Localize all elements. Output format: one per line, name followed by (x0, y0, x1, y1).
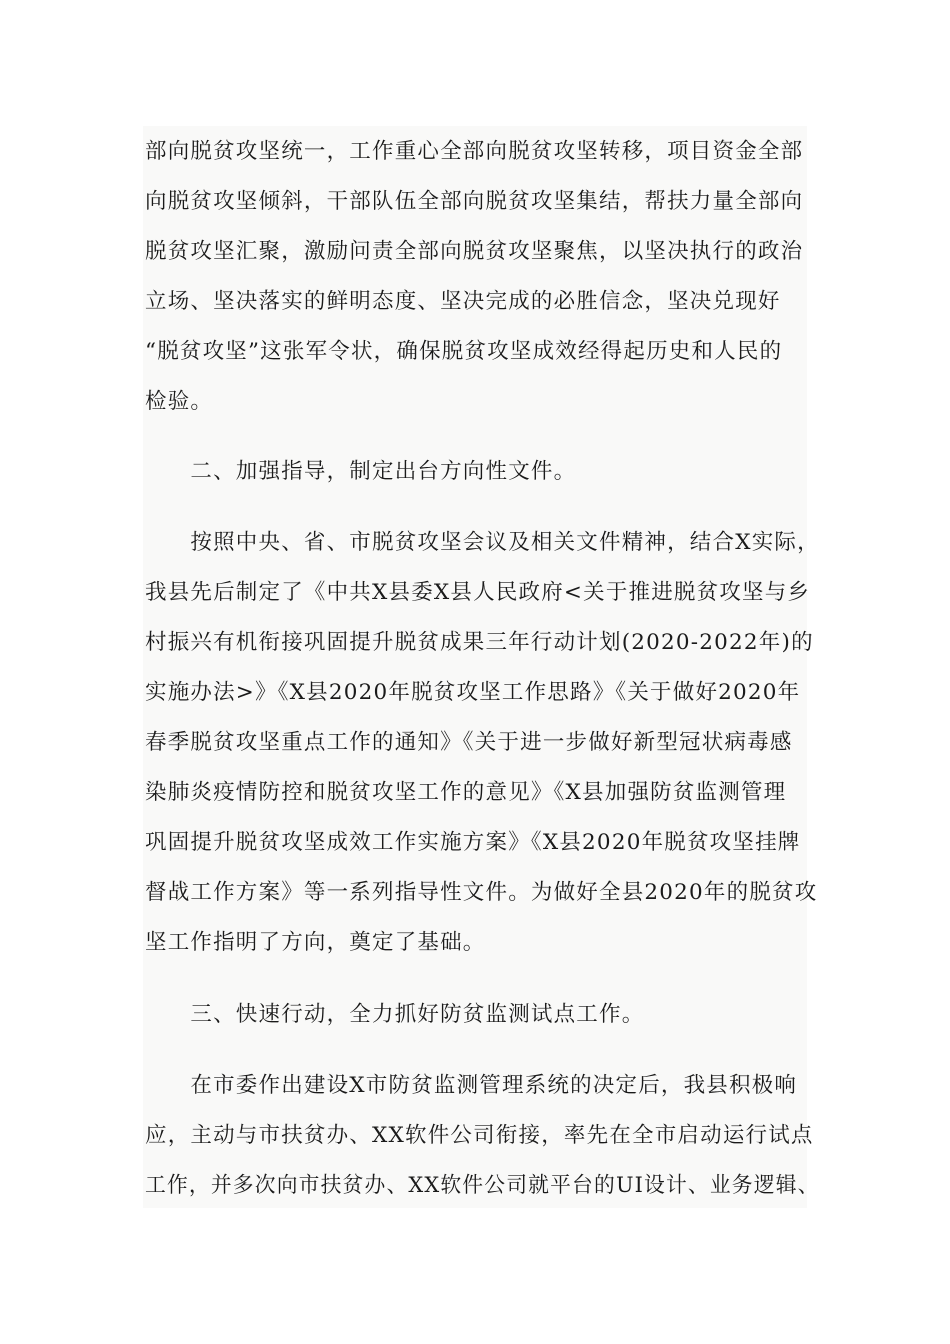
text-line: 部向脱贫攻坚统一，工作重心全部向脱贫攻坚转移，项目资金全部 (145, 139, 804, 164)
text-line: 村振兴有机衔接巩固提升脱贫成果三年行动计划(2020-2022年)的 (145, 630, 814, 655)
paragraph-start: 在市委作出建设X市防贫监测管理系统的决定后，我县积极响 (145, 1073, 798, 1098)
text-line: 实施办法>》《X县2020年脱贫攻坚工作思路》《关于做好2020年 (145, 680, 801, 705)
text-line: “脱贫攻坚”这张军令状，确保脱贫攻坚成效经得起历史和人民的 (145, 339, 783, 364)
text-line: 脱贫攻坚汇聚，激励问责全部向脱贫攻坚聚焦，以坚决执行的政治 (145, 239, 804, 264)
text-line: 春季脱贫攻坚重点工作的通知》《关于进一步做好新型冠状病毒感 (145, 730, 793, 755)
text-line: 向脱贫攻坚倾斜，干部队伍全部向脱贫攻坚集结，帮扶力量全部向 (145, 189, 804, 214)
text-line: 检验。 (145, 389, 214, 414)
text-line: 坚工作指明了方向，奠定了基础。 (145, 930, 486, 955)
text-line: 我县先后制定了《中共X县委X县人民政府<关于推进脱贫攻坚与乡 (145, 580, 811, 605)
text-line: 染肺炎疫情防控和脱贫攻坚工作的意见》《X县加强防贫监测管理 (145, 780, 787, 805)
text-line: 巩固提升脱贫攻坚成效工作实施方案》《X县2020年脱贫攻坚挂牌 (145, 830, 801, 855)
text-line: 督战工作方案》等一系列指导性文件。为做好全县2020年的脱贫攻 (145, 880, 818, 905)
section-heading: 二、加强指导，制定出台方向性文件。 (145, 459, 577, 484)
text-line: 应，主动与市扶贫办、XX软件公司衔接，率先在全市启动运行试点 (145, 1123, 814, 1148)
section-heading: 三、快速行动，全力抓好防贫监测试点工作。 (145, 1002, 645, 1027)
text-line: 立场、坚决落实的鲜明态度、坚决完成的必胜信念，坚决兑现好 (145, 289, 781, 314)
paragraph-start: 按照中央、省、市脱贫攻坚会议及相关文件精神，结合X实际， (145, 530, 820, 555)
text-line: 工作，并多次向市扶贫办、XX软件公司就平台的UI设计、业务逻辑、 (145, 1173, 820, 1198)
